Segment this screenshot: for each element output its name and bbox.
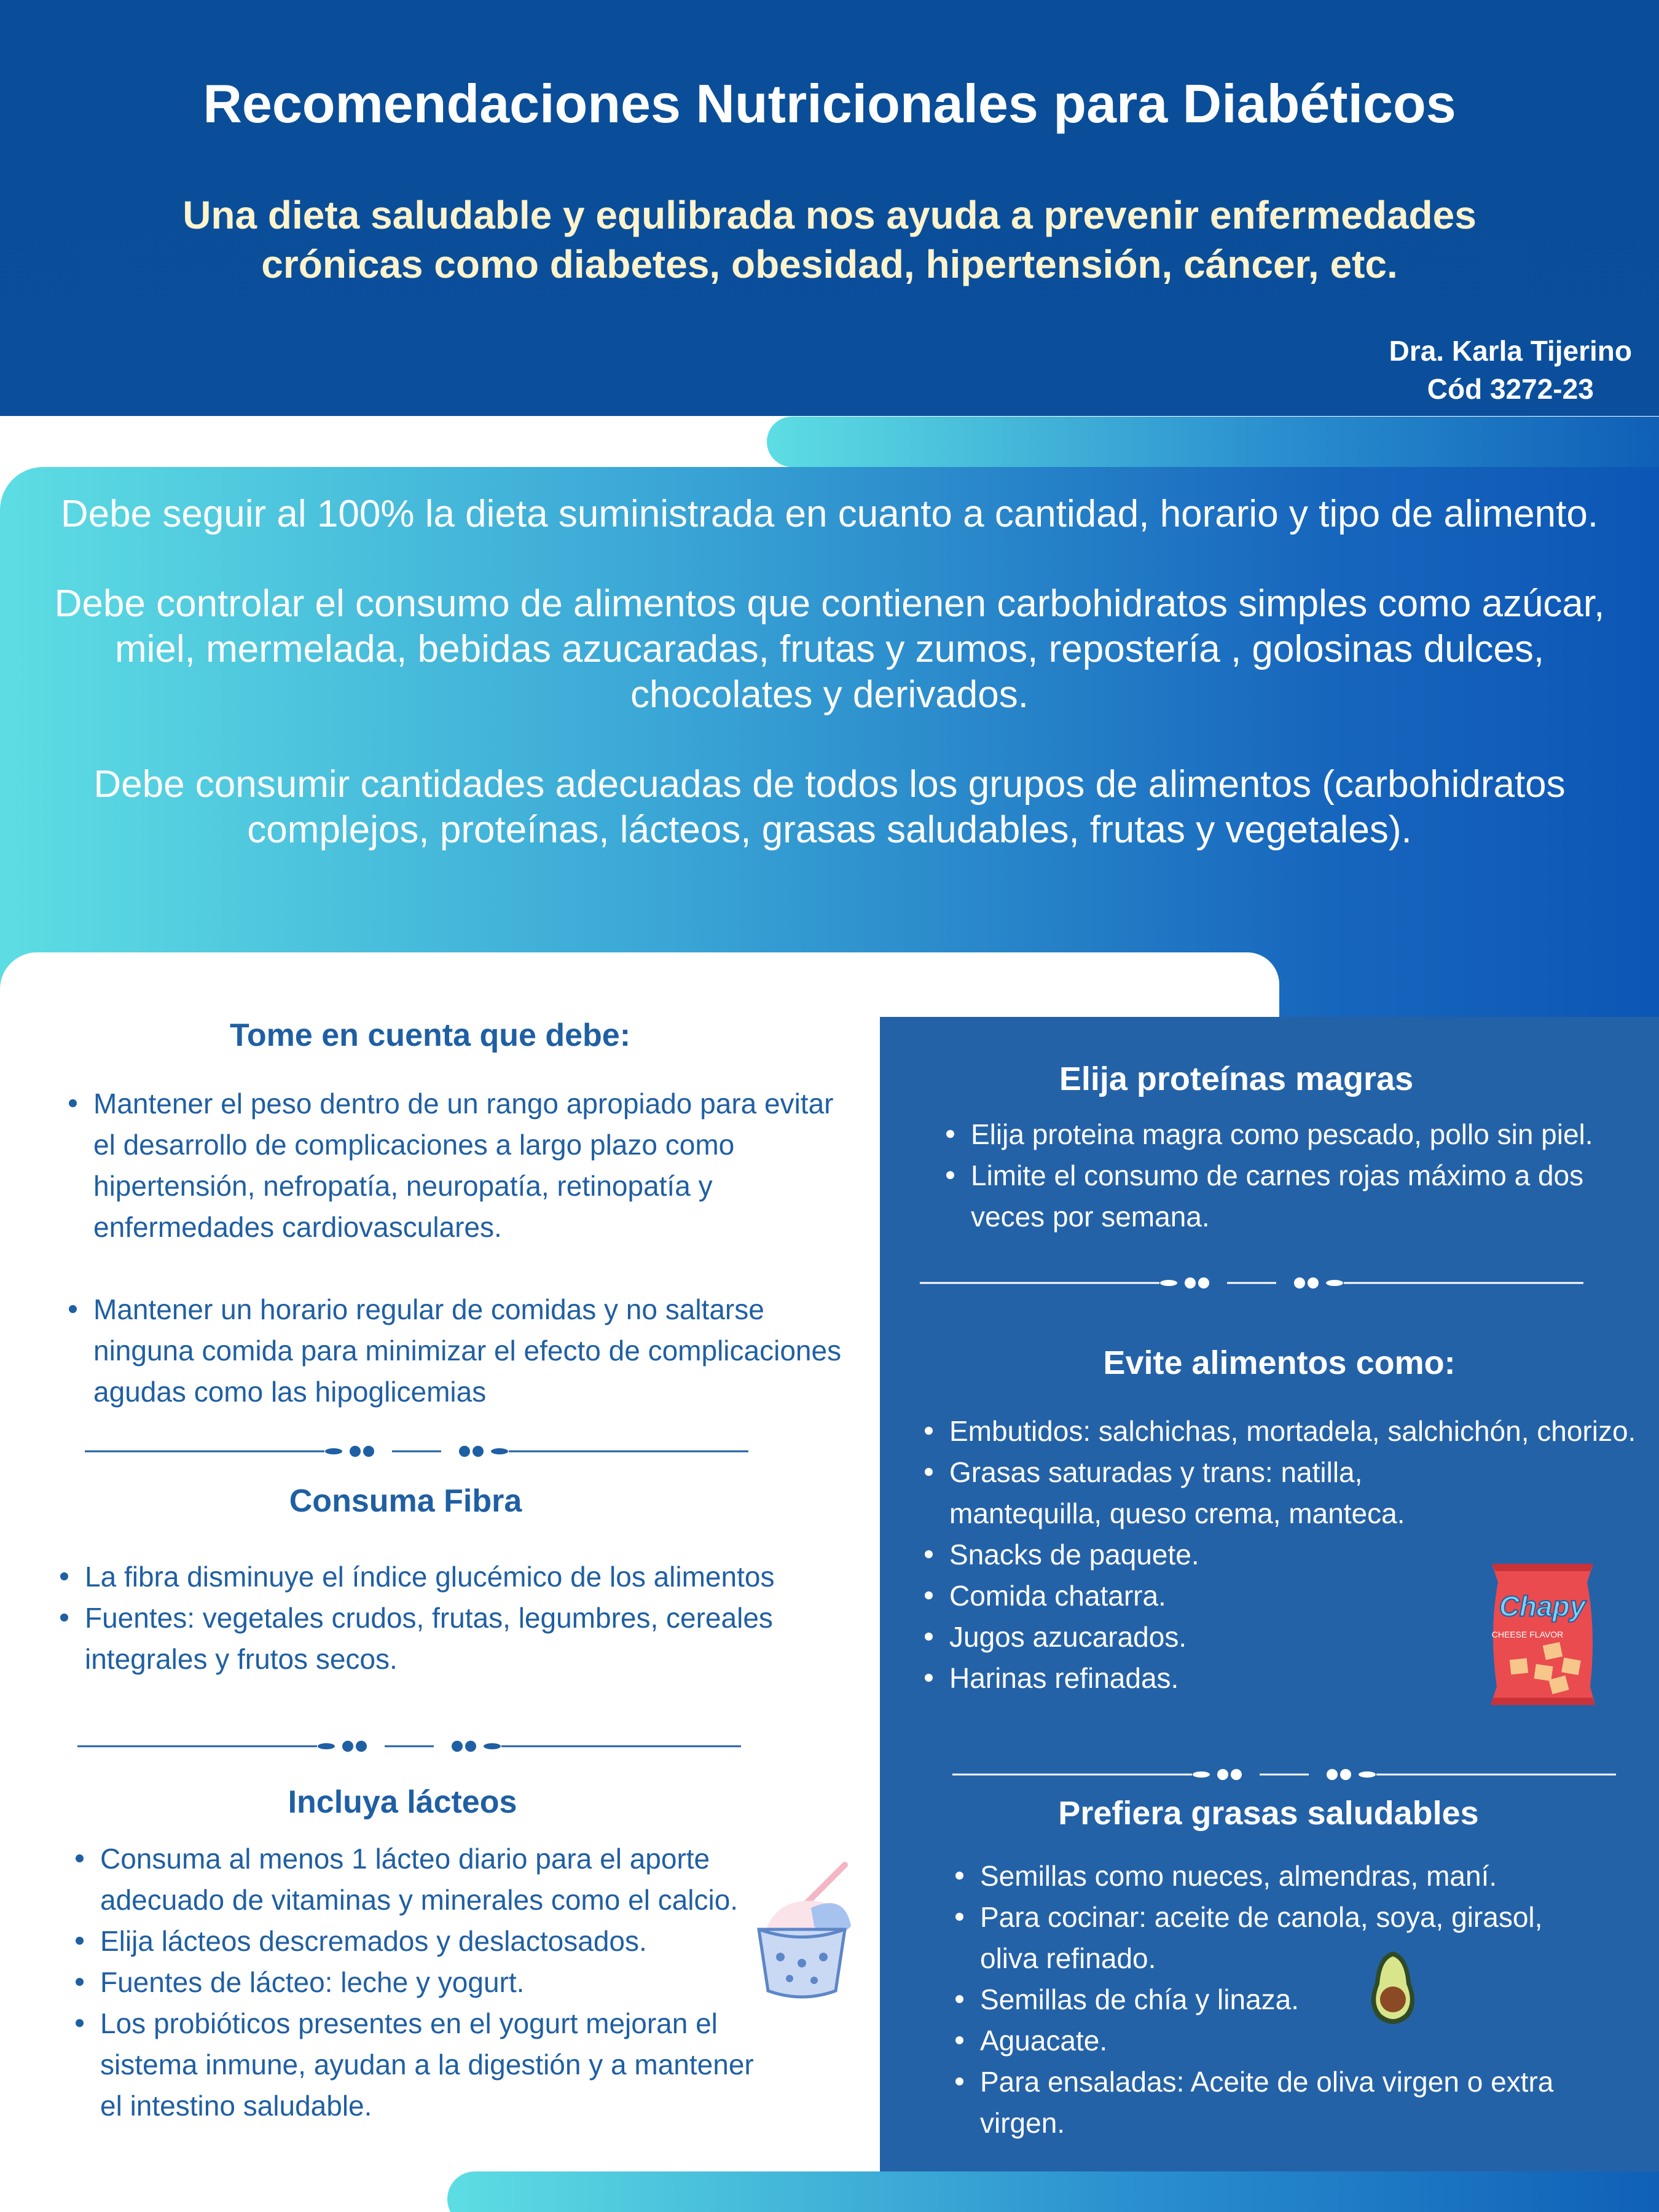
section-title-tome: Tome en cuenta que debe: bbox=[229, 1018, 631, 1053]
author-block bbox=[1389, 332, 1632, 408]
list-item: Elija lácteos descremados y deslactosados. bbox=[76, 1921, 776, 1962]
list-item: Fuentes de lácteo: leche y yogurt. bbox=[76, 1962, 776, 2003]
page-title: Recomendaciones Nutricionales para Diabéticos bbox=[203, 73, 1456, 134]
list-item: Para cocinar: aceite de canola, soya, girasol, oliva refinado. bbox=[955, 1897, 1570, 1979]
list-item: Consuma al menos 1 lácteo diario para el aporte adecuado de vitaminas y minerales como el calcio. bbox=[76, 1838, 776, 1921]
chips-flavor: CHEESE FLAVOR bbox=[1491, 1630, 1564, 1639]
list-item: Aguacate. bbox=[955, 2020, 1625, 2061]
list-item: Los probióticos presentes en el yogurt mejoran el sistema inmune, ayudan a la digestión y a mantener el intestino saludable. bbox=[76, 2003, 776, 2127]
proteinas-list bbox=[946, 1114, 1622, 1237]
list-item: Para ensaladas: Aceite de oliva virgen o extra virgen. bbox=[955, 2061, 1570, 2144]
list-item: Fuentes: vegetales crudos, frutas, legumbres, cereales integrales y frutos secos. bbox=[60, 1598, 853, 1680]
yogurt-icon bbox=[753, 1859, 860, 2006]
section-title-grasas: Prefiera grasas saludables bbox=[1058, 1795, 1479, 1832]
list-item: Harinas refinadas. bbox=[925, 1658, 1656, 1699]
list-item: Mantener el peso dentro de un rango apropiado para evitar el desarrollo de complicaciones a largo plazo como hipertensión, nefropatía, neuropatía, retinopatía y enfermedades cardiovasculares. bbox=[69, 1083, 849, 1248]
section-title-proteinas: Elija proteínas magras bbox=[1059, 1061, 1414, 1097]
list-item: Mantener un horario regular de comidas y no saltarse ninguna comida para minimizar el efecto de complicaciones agudas como las hipoglicemias bbox=[69, 1289, 849, 1413]
decorative-pill-top bbox=[767, 417, 1659, 467]
list-item: Embutidos: salchichas, mortadela, salchichón, chorizo. bbox=[925, 1411, 1656, 1452]
fibra-list bbox=[60, 1556, 853, 1680]
ornament-divider bbox=[920, 1271, 1583, 1295]
grasas-list bbox=[955, 1856, 1625, 2144]
section-title-lacteos: Incluya lácteos bbox=[288, 1784, 517, 1820]
decorative-pill-bottom bbox=[447, 2171, 1659, 2212]
list-item: Limite el consumo de carnes rojas máximo a dos veces por semana. bbox=[946, 1155, 1622, 1237]
list-item: Semillas como nueces, almendras, maní. bbox=[955, 1856, 1625, 1897]
chips-bag-icon bbox=[1486, 1558, 1599, 1708]
list-item: Comida chatarra. bbox=[925, 1575, 1656, 1617]
subtitle-line-1: Una dieta saludable y equlibrada nos ayuda a prevenir enfermedades bbox=[182, 193, 1477, 237]
chips-brand: Chapy bbox=[1499, 1590, 1586, 1622]
intro-paragraph-1: Debe seguir al 100% la dieta suministrada en cuanto a cantidad, horario y tipo de alimento. bbox=[60, 493, 1599, 535]
list-item: Semillas de chía y linaza. bbox=[955, 1979, 1625, 2020]
list-item: Elija proteina magra como pescado, pollo sin piel. bbox=[946, 1114, 1622, 1155]
avocado-icon bbox=[1365, 1949, 1421, 2028]
list-item: Jugos azucarados. bbox=[925, 1617, 1656, 1658]
intro-paragraph-2: Debe controlar el consumo de alimentos que contienen carbohidratos simples como azúcar, miel, mermelada, bebidas azucaradas, frutas y zumos, repostería , golosinas dulces, chocolates y derivados. bbox=[54, 582, 1605, 716]
list-item: Grasas saturadas y trans: natilla, mantequilla, queso crema, manteca. bbox=[925, 1452, 1515, 1534]
lacteos-list bbox=[76, 1838, 776, 2127]
ornament-divider bbox=[77, 1734, 741, 1759]
intro-text bbox=[25, 492, 1634, 897]
subtitle-line-2: crónicas como diabetes, obesidad, hipertensión, cáncer, etc. bbox=[261, 242, 1398, 286]
page-subtitle bbox=[74, 190, 1585, 289]
tome-list bbox=[69, 1083, 849, 1413]
author-name: Dra. Karla Tijerino bbox=[1389, 335, 1632, 367]
section-title-fibra: Consuma Fibra bbox=[289, 1483, 522, 1519]
section-title-evite: Evite alimentos como: bbox=[1103, 1344, 1456, 1381]
list-item: Snacks de paquete. bbox=[925, 1534, 1656, 1575]
author-code: Cód 3272-23 bbox=[1427, 373, 1594, 405]
intro-paragraph-3: Debe consumir cantidades adecuadas de todos los grupos de alimentos (carbohidratos complejos, proteínas, lácteos, grasas saludables, frutas y vegetales). bbox=[93, 763, 1566, 851]
ornament-divider bbox=[85, 1439, 748, 1464]
list-item: La fibra disminuye el índice glucémico de los alimentos bbox=[60, 1556, 853, 1598]
ornament-divider bbox=[952, 1762, 1616, 1787]
